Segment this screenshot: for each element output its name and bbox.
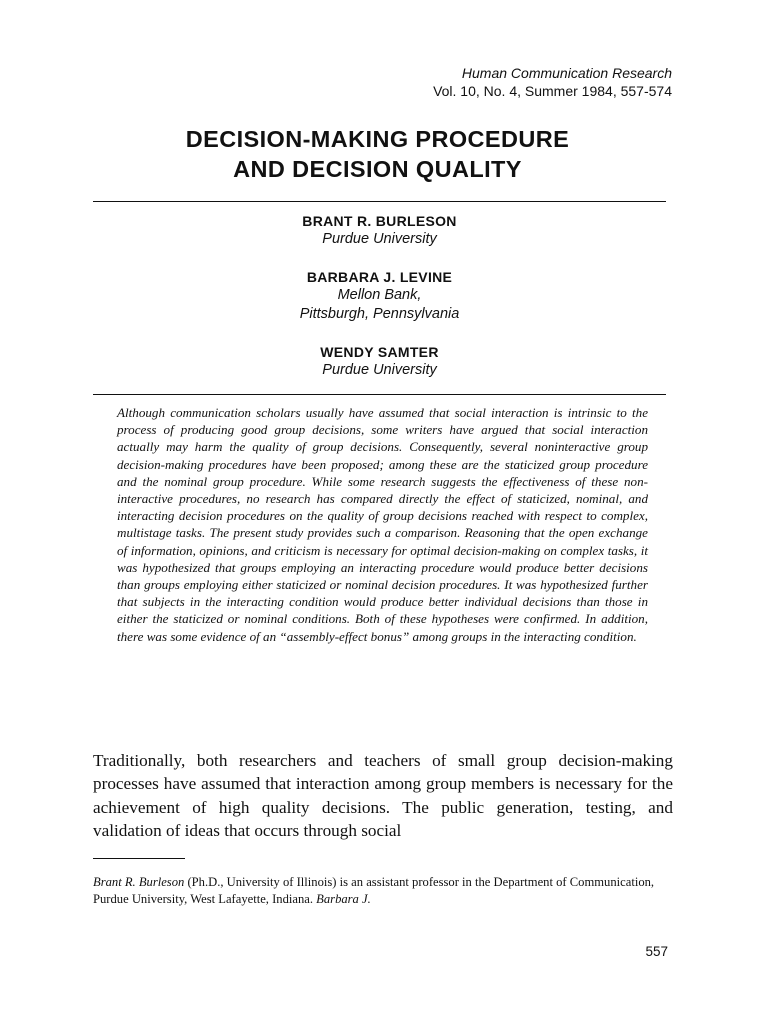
journal-citation: Vol. 10, No. 4, Summer 1984, 557-574 xyxy=(433,83,672,99)
author-block xyxy=(93,268,666,324)
journal-name: Human Communication Research xyxy=(461,65,672,81)
article-title xyxy=(90,124,665,184)
author-block xyxy=(93,343,666,380)
author-affiliation: Purdue University xyxy=(322,362,437,378)
author-affiliation: Pittsburgh, Pennsylvania xyxy=(299,306,460,322)
author-block xyxy=(93,212,666,249)
title-divider xyxy=(93,201,666,202)
page-number: 557 xyxy=(645,944,668,959)
author-name: WENDY SAMTER xyxy=(320,344,439,360)
author-name: BRANT R. BURLESON xyxy=(302,213,457,229)
title-line-2: AND DECISION QUALITY xyxy=(233,156,522,182)
journal-header xyxy=(433,64,672,100)
author-list xyxy=(93,212,666,399)
footnote-text: (Ph.D., University of Illinois) is an assistant professor in the Department of Communication, Purdue University, West Lafayette, Indiana. xyxy=(93,875,655,906)
author-name: BARBARA J. LEVINE xyxy=(306,269,453,285)
footnote-author-name: Barbara J. xyxy=(316,892,371,906)
author-affiliation: Mellon Bank, xyxy=(337,287,422,303)
footnote-author-name: Brant R. Burleson xyxy=(93,875,185,889)
author-affiliation: Purdue University xyxy=(322,231,437,247)
footnote xyxy=(93,874,668,908)
abstract: Although communication scholars usually have assumed that social interaction is intrinsic to the process of producing good group decisions, some writers have argued that social interaction actually may harm the quality of group decisions. Consequently, several noninteractive group decision-making procedures have been proposed; among these are the staticized group procedure and the nominal group procedure. While some research suggests the effectiveness of these non-interactive procedures, no research has compared directly the effect of staticized, nominal, and interacting decision procedures on the quality of group decisions reached with respect to complex, multistage tasks. The present study provides such a comparison. Reasoning that the open exchange of information, opinions, and criticism is necessary for optimal decision-making on complex tasks, it was hypothesized that groups employing an interacting procedure would produce better decisions than groups employing either staticized or nominal decision procedures. It was hypothesized further that subjects in the interacting condition would produce better individual decisions than those in either the staticized or nominal conditions. Both of these hypotheses were confirmed. In addition, there was some evidence of an “assembly-effect bonus” among groups in the interacting condition. xyxy=(117,405,648,644)
body-paragraph: Traditionally, both researchers and teachers of small group decision-making processes have assumed that interaction among group members is necessary for the achievement of high quality decisions. The public generation, testing, and validation of ideas that occurs through social xyxy=(93,751,673,841)
title-line-1: DECISION-MAKING PROCEDURE xyxy=(185,126,570,152)
abstract-divider xyxy=(93,394,666,395)
footnote-divider xyxy=(93,858,185,859)
